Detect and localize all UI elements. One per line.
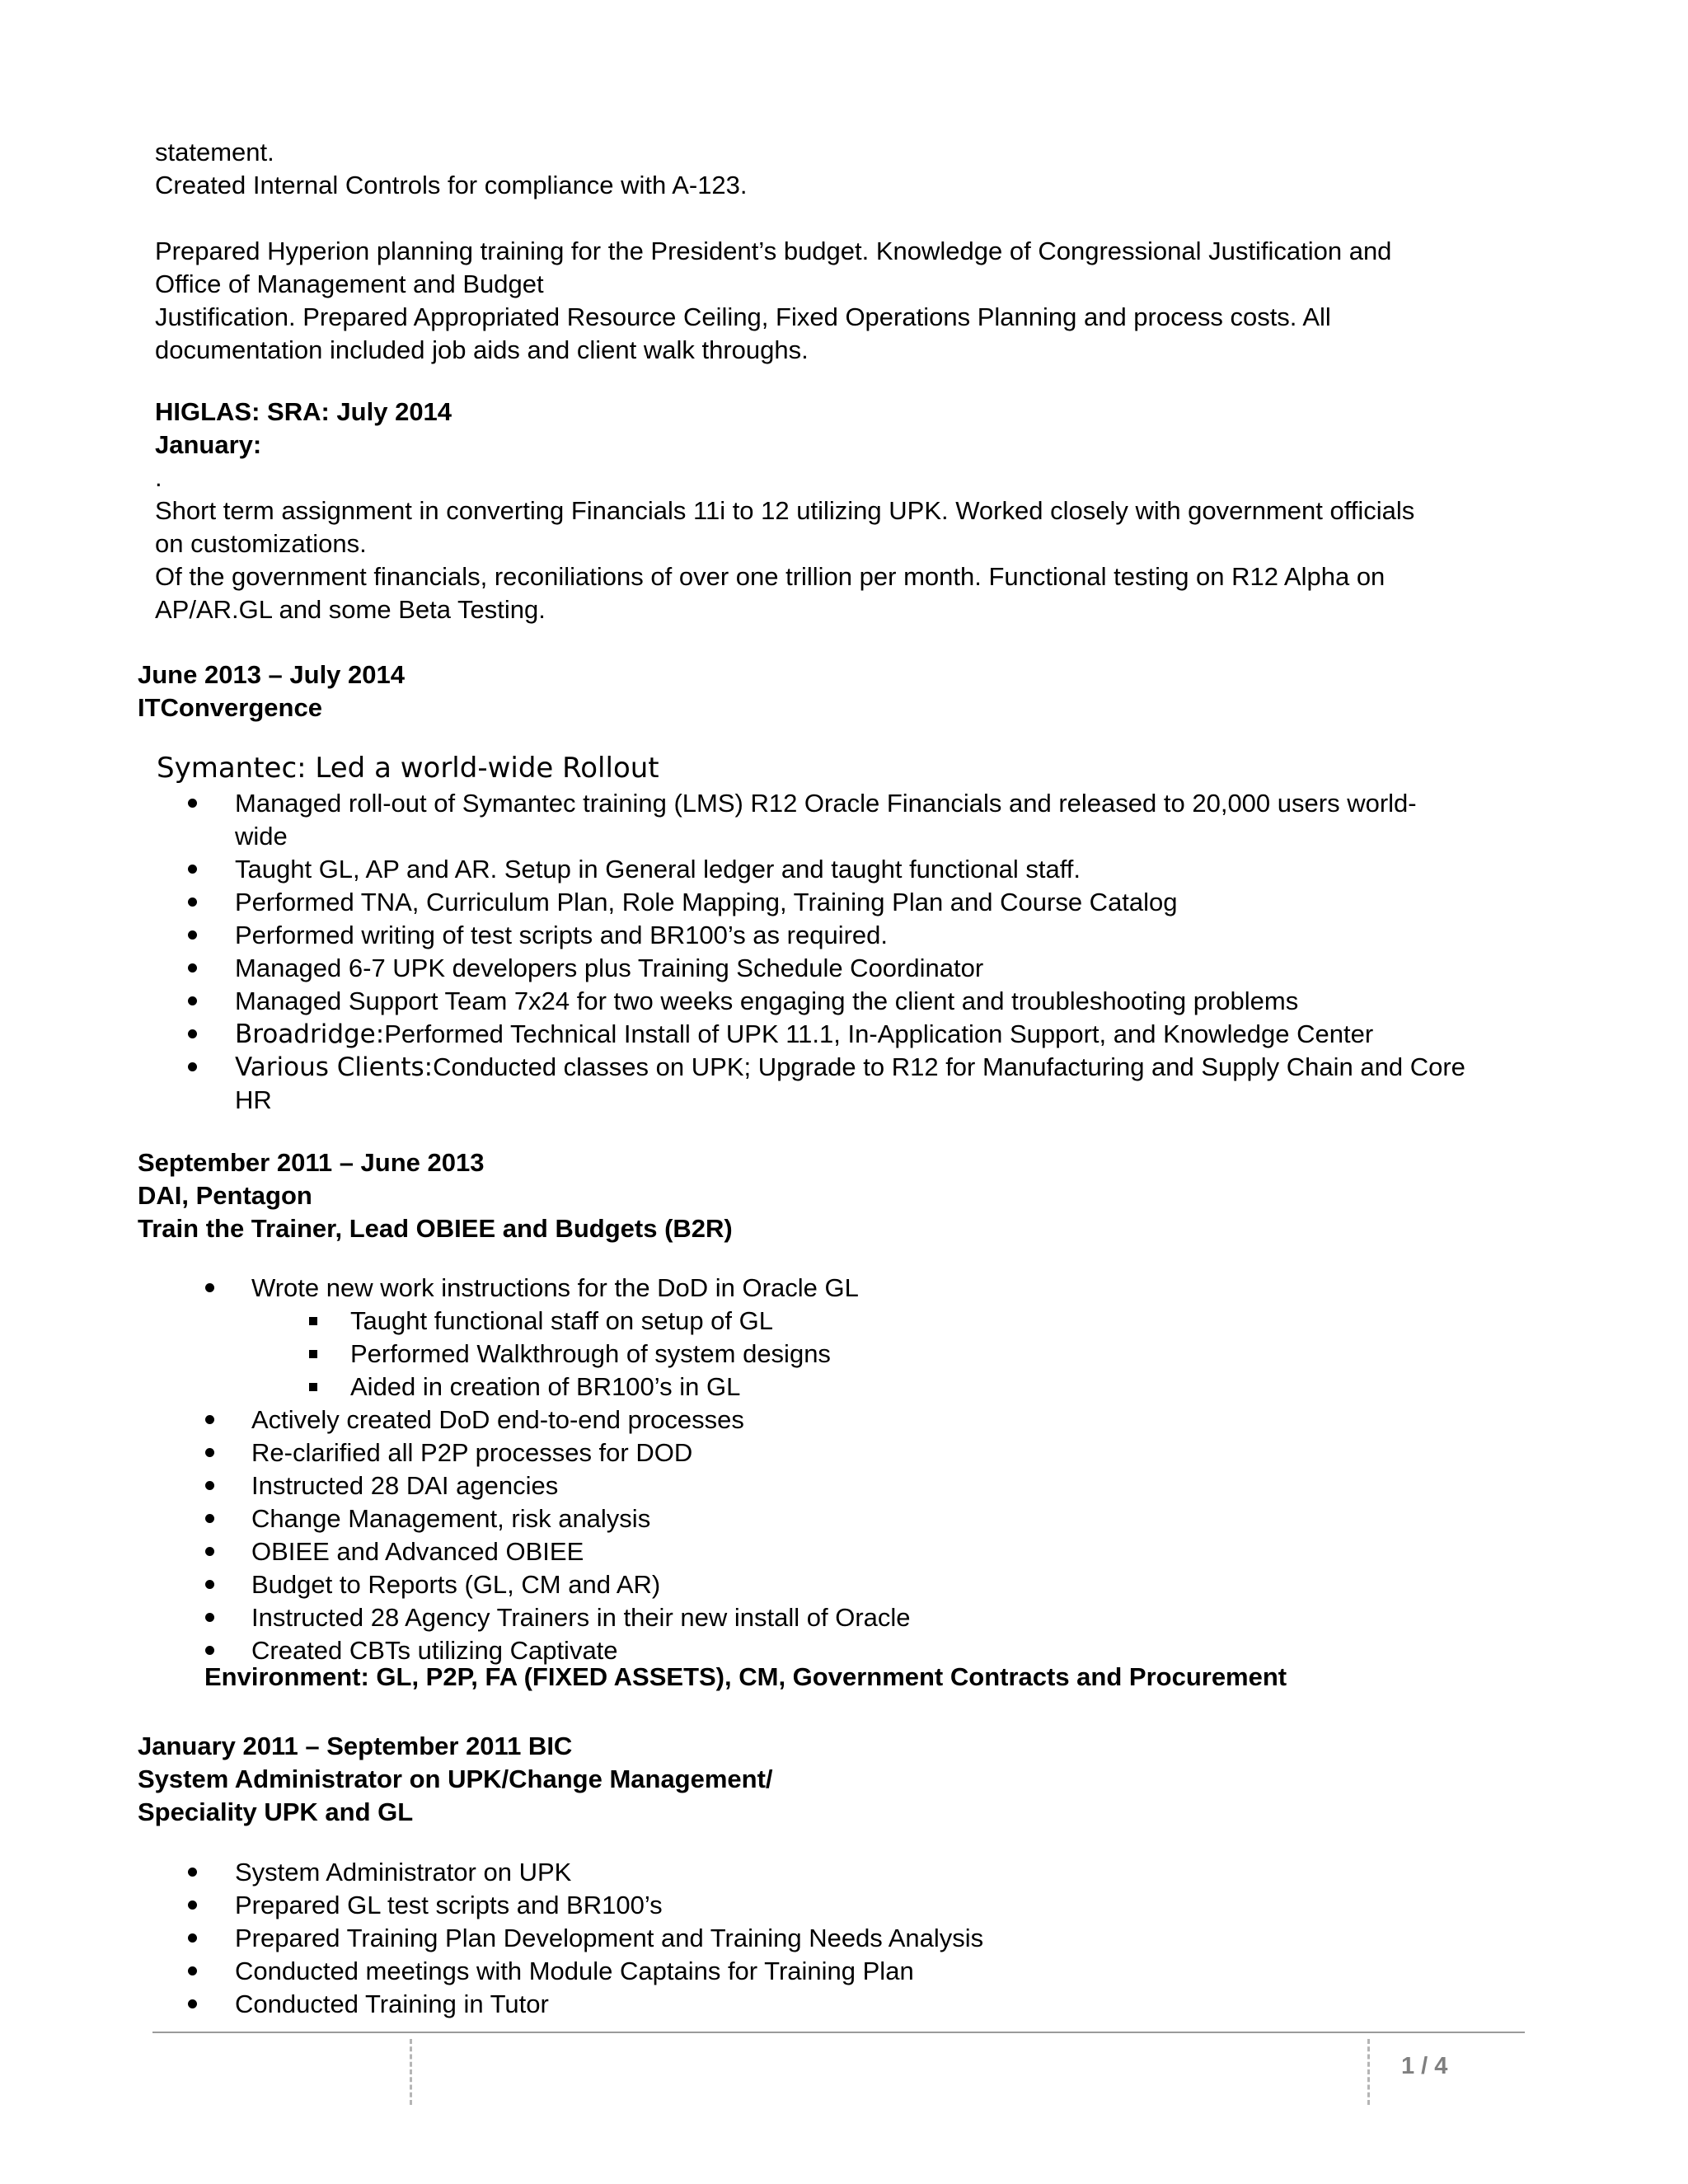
dai-header <box>138 1146 733 1245</box>
bullet-dot-icon <box>188 1900 197 1910</box>
bic-role: Speciality UPK and GL <box>138 1797 414 1826</box>
bic-bullets <box>235 1856 1471 2021</box>
dai-sub-bullet: Performed Walkthrough of system designs <box>350 1338 1488 1371</box>
dai-role: Train the Trainer, Lead OBIEE and Budgets (B2R) <box>138 1214 733 1243</box>
bullet-dot-icon <box>188 1999 197 2008</box>
footer-divider <box>1367 2039 1370 2105</box>
dai-bullets <box>251 1272 1488 1667</box>
dai-environment: Environment: GL, P2P, FA (FIXED ASSETS), CM, Government Contracts and Procurement <box>204 1662 1287 1691</box>
itc-company: ITConvergence <box>138 693 322 722</box>
bic-bullet: System Administrator on UPK <box>235 1856 1471 1889</box>
bullet-dot-icon <box>205 1547 214 1556</box>
page-number: 1 / 4 <box>1401 2053 1448 2079</box>
dai-bullet: Created CBTs utilizing Captivate <box>251 1634 1488 1667</box>
dai-bullet: Budget to Reports (GL, CM and AR) <box>251 1568 1488 1601</box>
higlas-line: AP/AR.GL and some Beta Testing. <box>155 595 546 624</box>
dai-bullet: Actively created DoD end-to-end processes <box>251 1404 1488 1436</box>
bullet-dot-icon <box>188 1868 197 1877</box>
itc-heading-block <box>157 751 659 787</box>
itc-bullet: Performed writing of test scripts and BR100’s as required. <box>235 919 1554 952</box>
bic-header <box>138 1730 773 1829</box>
intro-line: Office of Management and Budget <box>155 269 544 298</box>
higlas-line: Of the government financials, reconiliations of over one trillion per month. Functional testing on R12 Alpha on <box>155 562 1386 591</box>
bullet-dot-icon <box>205 1646 214 1655</box>
dai-company: DAI, Pentagon <box>138 1181 312 1210</box>
bullet-dot-icon <box>205 1580 214 1589</box>
square-bullet-icon <box>309 1350 317 1358</box>
higlas-line: Short term assignment in converting Financials 11i to 12 utilizing UPK. Worked closely with government officials <box>155 496 1415 525</box>
bic-bullet: Conducted meetings with Module Captains for Training Plan <box>235 1955 1471 1988</box>
bullet-dot-icon <box>188 996 197 1005</box>
bullet-dot-icon <box>205 1481 214 1490</box>
bullet-dot-icon <box>188 1062 197 1071</box>
bullet-dot-icon <box>205 1613 214 1622</box>
higlas-section <box>155 396 1414 626</box>
itc-bullet: Managed Support Team 7x24 for two weeks engaging the client and troubleshooting problems <box>235 985 1554 1018</box>
higlas-title: HIGLAS: SRA: July 2014 <box>155 397 452 426</box>
bullet-dot-icon <box>188 799 197 808</box>
dai-bullet: OBIEE and Advanced OBIEE <box>251 1535 1488 1568</box>
dai-sub-bullet: Taught functional staff on setup of GL <box>350 1305 1488 1338</box>
itc-bullet: Various Clients:Conducted classes on UPK; Upgrade to R12 for Manufacturing and Supply Chain and Core HR <box>235 1051 1554 1117</box>
dai-bullet: Instructed 28 Agency Trainers in their new install of Oracle <box>251 1601 1488 1634</box>
bullet-dot-icon <box>188 963 197 972</box>
itc-bullets <box>235 787 1554 1117</box>
higlas-line: on customizations. <box>155 529 367 558</box>
higlas-subtitle: January: <box>155 430 262 459</box>
footer-divider <box>410 2039 412 2105</box>
footer-rule <box>152 2032 1525 2033</box>
intro-section <box>155 136 1391 367</box>
bullet-dot-icon <box>188 865 197 874</box>
bullet-lead-in: Various Clients: <box>235 1052 434 1082</box>
dai-bullet: Wrote new work instructions for the DoD in Oracle GL Taught functional staff on setup of GL Performed Walkthrough of system designs Aided in creation of BR100’s in GL <box>251 1272 1488 1404</box>
bullet-dot-icon <box>188 1933 197 1943</box>
bullet-dot-icon <box>188 898 197 907</box>
bullet-lead-in: Broadridge: <box>235 1019 385 1049</box>
intro-line: Justification. Prepared Appropriated Resource Ceiling, Fixed Operations Planning and process costs. All <box>155 302 1331 331</box>
dai-sub-bullet: Aided in creation of BR100’s in GL <box>350 1371 1488 1404</box>
bic-bullet: Prepared GL test scripts and BR100’s <box>235 1889 1471 1922</box>
bullet-dot-icon <box>188 1966 197 1975</box>
symantec-heading: Symantec: Led a world-wide Rollout <box>157 752 659 785</box>
bic-bullet: Conducted Training in Tutor <box>235 1988 1471 2021</box>
bullet-dot-icon <box>205 1415 214 1424</box>
dai-environment-block <box>204 1661 1287 1694</box>
bic-role: System Administrator on UPK/Change Management/ <box>138 1765 773 1793</box>
itc-bullet: Performed TNA, Curriculum Plan, Role Mapping, Training Plan and Course Catalog <box>235 886 1554 919</box>
bullet-dot-icon <box>188 930 197 940</box>
dai-bullet: Change Management, risk analysis <box>251 1502 1488 1535</box>
intro-line: Prepared Hyperion planning training for the President’s budget. Knowledge of Congressional Justification and <box>155 237 1392 265</box>
bullet-dot-icon <box>205 1283 214 1292</box>
bic-bullet: Prepared Training Plan Development and Training Needs Analysis <box>235 1922 1471 1955</box>
dai-bullet: Re-clarified all P2P processes for DOD <box>251 1436 1488 1469</box>
itc-bullet: Broadridge:Performed Technical Install of UPK 11.1, In-Application Support, and Knowledge Center <box>235 1018 1554 1051</box>
intro-line: documentation included job aids and client walk throughs. <box>155 335 809 364</box>
itc-header <box>138 658 405 724</box>
itc-dates: June 2013 – July 2014 <box>138 660 406 689</box>
itc-bullet: Managed roll-out of Symantec training (LMS) R12 Oracle Financials and released to 20,000 users world- wide <box>235 787 1554 853</box>
bic-dates: January 2011 – September 2011 BIC <box>138 1732 573 1760</box>
bullet-dot-icon <box>205 1448 214 1457</box>
higlas-dot: . <box>155 463 162 492</box>
square-bullet-icon <box>309 1317 317 1325</box>
intro-line: statement. <box>155 138 274 166</box>
dai-bullet: Instructed 28 DAI agencies <box>251 1469 1488 1502</box>
itc-bullet: Taught GL, AP and AR. Setup in General ledger and taught functional staff. <box>235 853 1554 886</box>
square-bullet-icon <box>309 1383 317 1391</box>
intro-line: Created Internal Controls for compliance with A-123. <box>155 171 748 199</box>
bullet-dot-icon <box>205 1514 214 1523</box>
dai-dates: September 2011 – June 2013 <box>138 1148 485 1177</box>
bullet-dot-icon <box>188 1029 197 1038</box>
itc-bullet: Managed 6-7 UPK developers plus Training Schedule Coordinator <box>235 952 1554 985</box>
